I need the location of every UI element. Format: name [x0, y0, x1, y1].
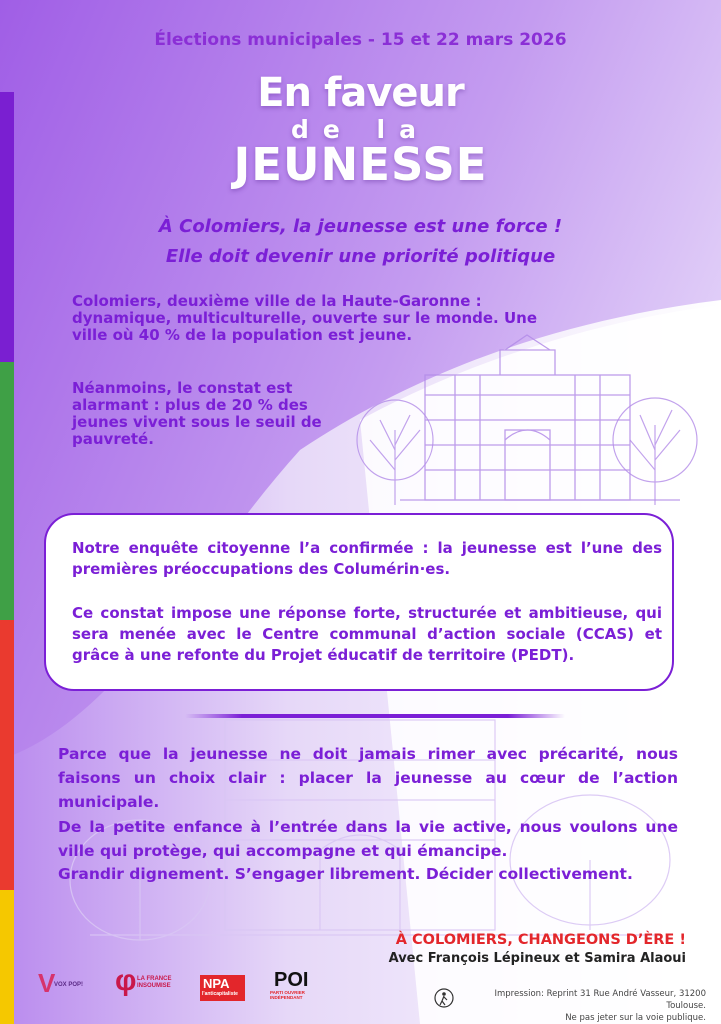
imprint-line-1: Impression: Reprint 31 Rue André Vasseur, 31200 Toulouse. [494, 989, 706, 1011]
intro-paragraph-2: Néanmoins, le constat est alarmant : plus de 20 % des jeunes vivent sous le seuil de pauvreté. [72, 379, 322, 448]
closing-paragraph-2: De la petite enfance à l’entrée dans la vie active, nous voulons une ville qui protège, qui accompagne et qui émancipe. [58, 818, 678, 860]
vox-pop-v: V [38, 968, 56, 998]
side-bar-yellow [0, 890, 14, 1024]
title-line-3: JEUNESSE [233, 138, 488, 191]
tagline-2: Elle doit devenir une priorité politique [165, 246, 556, 267]
imprint-line-2: Ne pas jeter sur la voie publique. [565, 1013, 706, 1023]
tagline-1: À Colomiers, la jeunesse est une force ! [158, 216, 563, 237]
poi-logo [270, 969, 330, 1002]
slogan: À COLOMIERS, CHANGEONS D’ÈRE ! [395, 932, 686, 948]
election-date: Élections municipales - 15 et 22 mars 2026 [154, 30, 567, 50]
title-line-2: de la [291, 115, 430, 144]
npa-logo [200, 975, 245, 1001]
poi-text: POI [274, 969, 309, 991]
closing-paragraph-3: Grandir dignement. S’engager librement. Décider collectivement. [58, 865, 633, 883]
survey-paragraph-1: Notre enquête citoyenne l’a confirmée : la jeunesse est l’une des premières préoccupations des Columérin·es. [72, 539, 662, 578]
imprint [456, 988, 706, 1024]
divider-line [185, 714, 565, 718]
side-bar-red [0, 620, 14, 890]
npa-sub: l'anticapitaliste [202, 991, 238, 997]
closing-paragraph-1: Parce que la jeunesse ne doit jamais rimer avec précarité, nous faisons un choix clair : placer la jeunesse au cœur de l’action municipale. [58, 745, 678, 811]
recycle-icon [434, 988, 454, 1008]
survey-paragraph-2: Ce constat impose une réponse forte, structurée et ambitieuse, qui sera menée avec le Centre communal d’action sociale (CCAS) et grâce à une refonte du Projet éducatif de territoire (PEDT). [72, 604, 662, 664]
candidates: Avec François Lépineux et Samira Alaoui [388, 951, 686, 966]
lfi-logo [115, 964, 200, 1000]
lfi-text: LA FRANCE INSOUMISE [137, 976, 172, 989]
npa-text: NPA [203, 976, 230, 991]
intro-paragraph-1: Colomiers, deuxième ville de la Haute-Garonne : dynamique, multiculturelle, ouverte sur le monde. Une ville où 40 % de la population est jeune. [72, 292, 538, 344]
vox-pop-text: VOX POP! [54, 982, 84, 988]
vox-pop-logo [38, 968, 84, 998]
side-bar-green [0, 362, 14, 620]
poi-sub: PARTI OUVRIER INDÉPENDANT [270, 990, 305, 1000]
title-line-1: En faveur [257, 70, 464, 116]
lfi-symbol: φ [115, 964, 137, 997]
